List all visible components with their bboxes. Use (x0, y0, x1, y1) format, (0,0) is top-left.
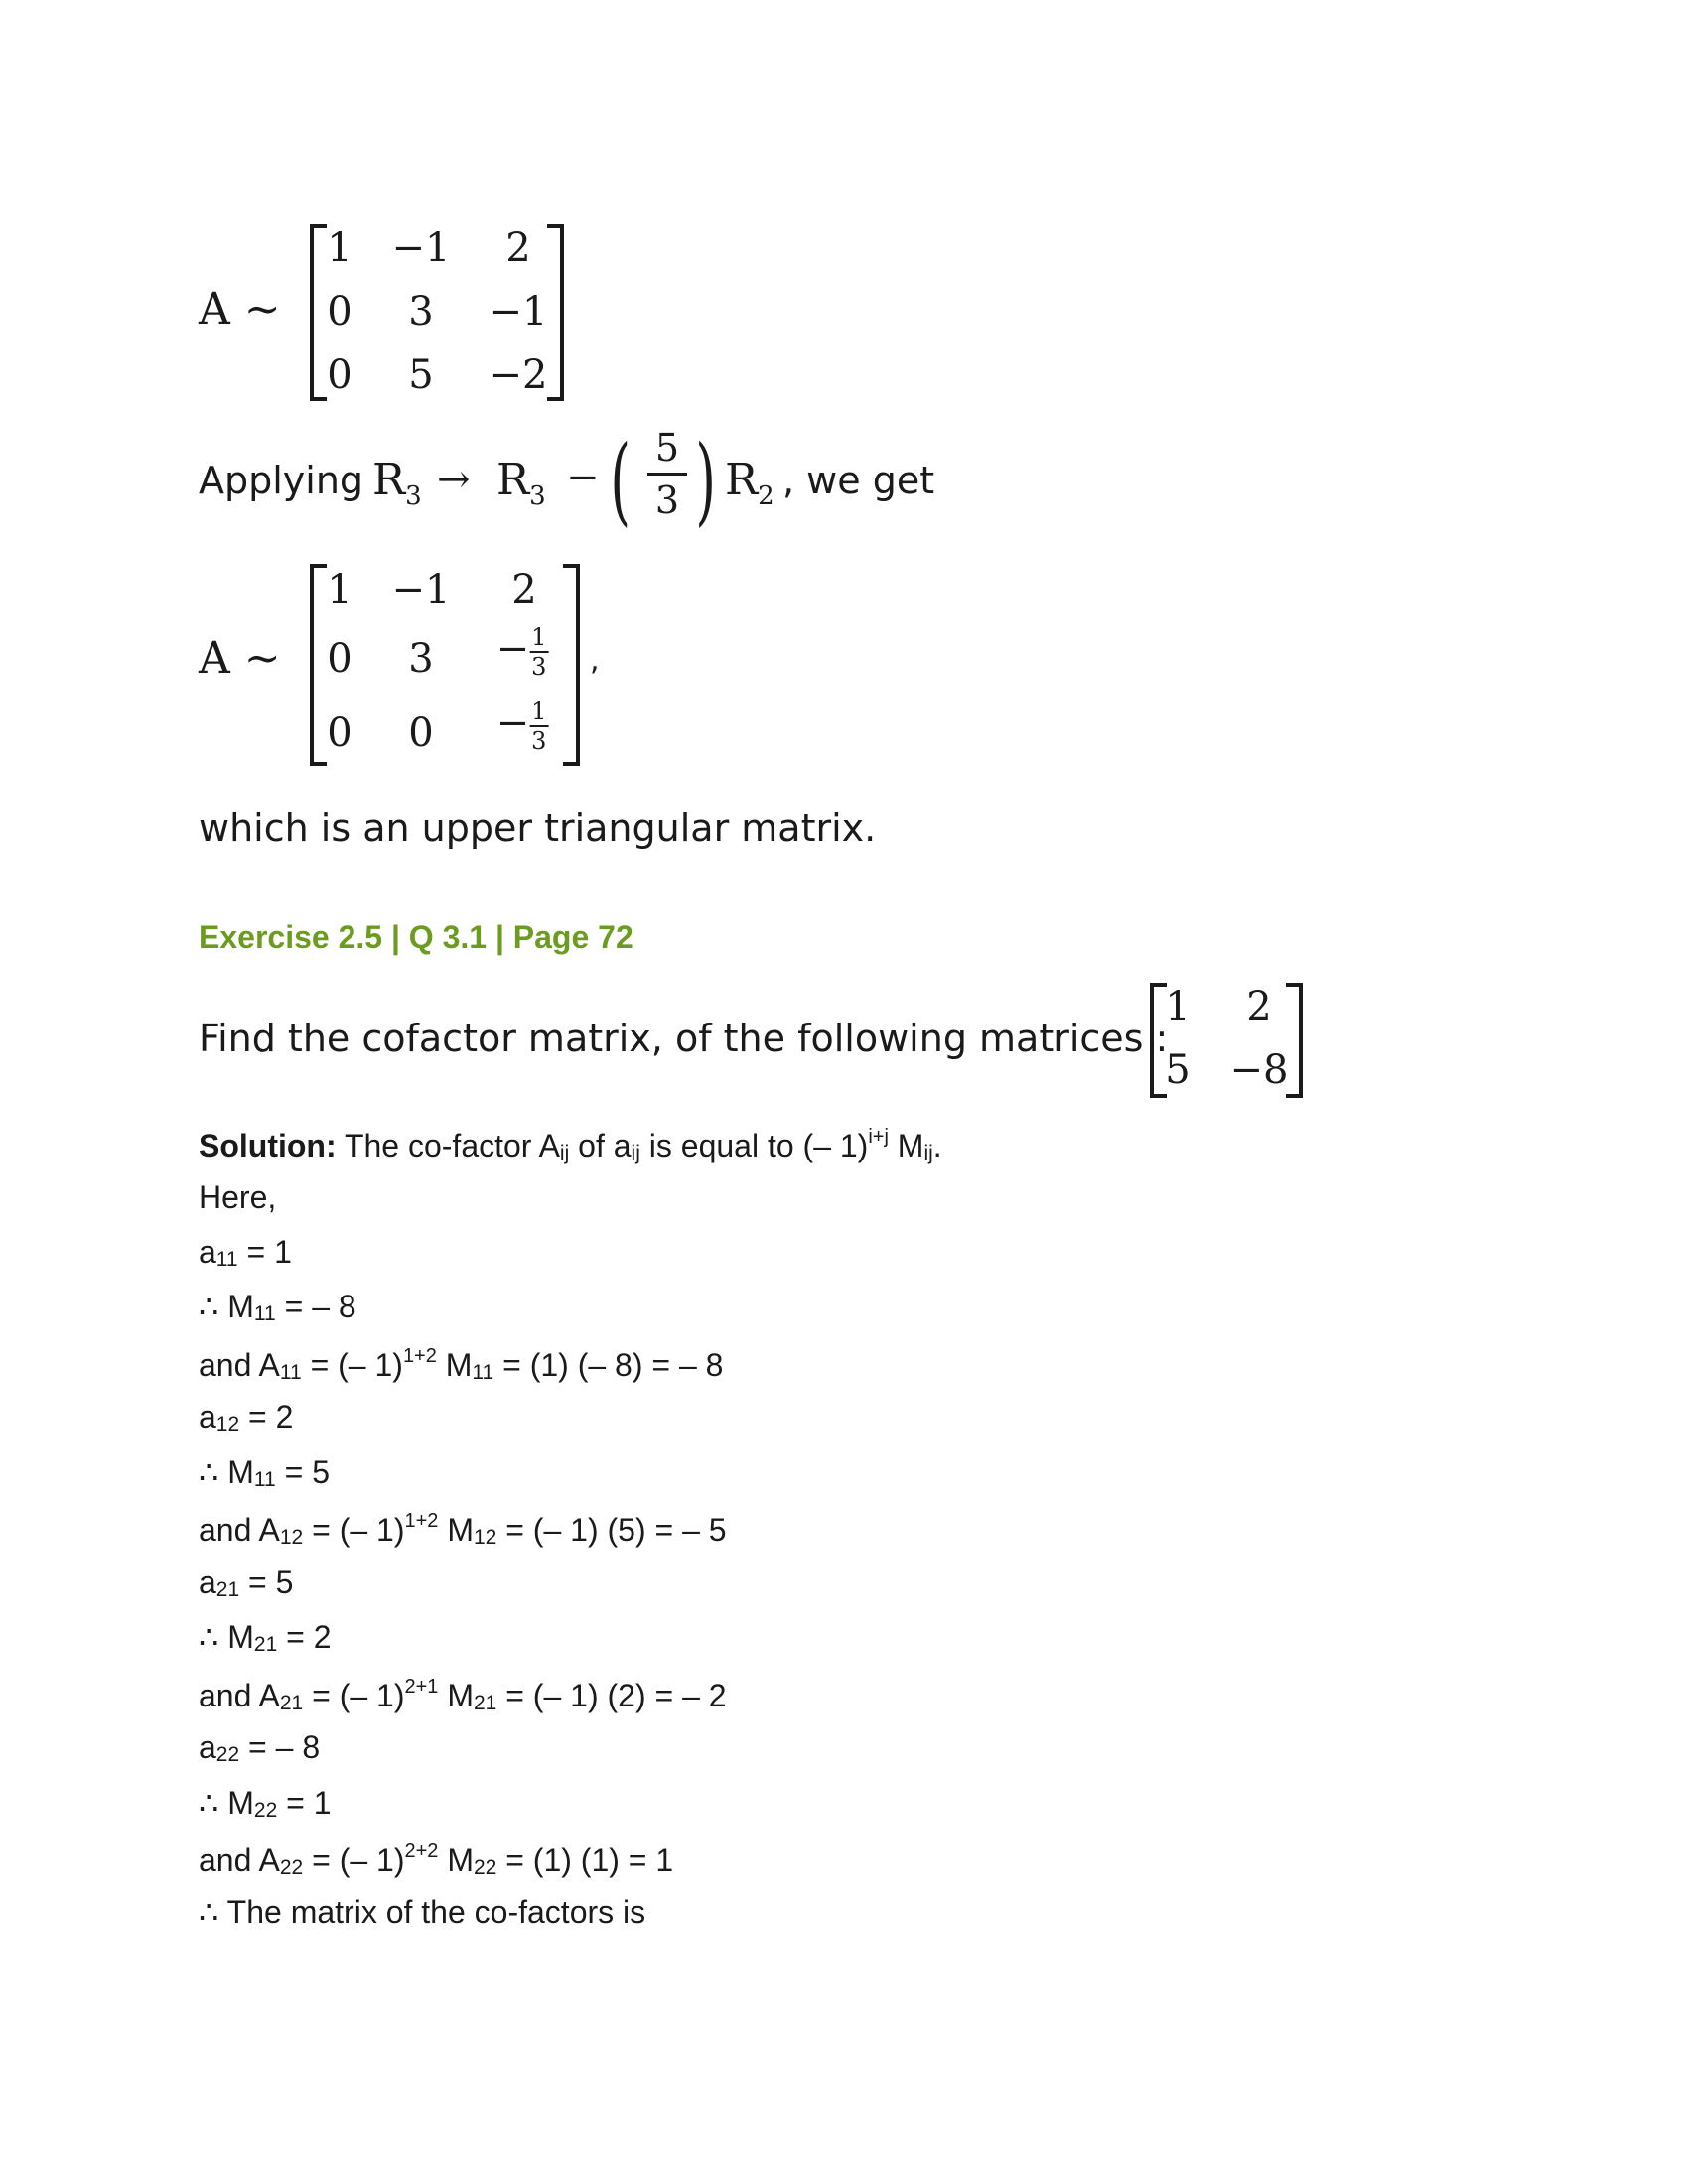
right-bracket (1286, 983, 1303, 1098)
matrix2-cell: 3 (408, 636, 434, 682)
question-text: Find the cofactor matrix, of the following matrices : (199, 1017, 1169, 1060)
solution-line: ∴ $M_{11} = 5$ (199, 1454, 330, 1491)
solution-here: Here, (199, 1179, 277, 1215)
question-matrix-cell: 1 (1165, 984, 1191, 1029)
matrix1-cell: 0 (327, 352, 352, 398)
solution-line: and $A_{11}$ = (– 1)$^{1+2}$ $M_{11} = (1)$ (– 8) = – 8 (199, 1345, 724, 1384)
matrix1-label: A ~ (199, 284, 281, 335)
question-matrix-cell: 5 (1165, 1047, 1191, 1093)
matrix2-fraction-cell: − $\frac{1}{3}$ (495, 697, 547, 754)
solution-line: $a_{12} = 2$ (199, 1399, 294, 1435)
left-paren: ( (610, 425, 632, 536)
matrix1-cell: 1 (327, 225, 352, 271)
solution-line: ∴ $M_{22} = 1$ (199, 1785, 332, 1822)
solution-line: and $A_{22}$ = (– 1)$^{2+2}$ $M_{22} = (1) (1) = 1$ (199, 1841, 674, 1879)
solution-line: and $A_{12}$ = (– 1)$^{1+2}$ $M_{12}$ = (– 1) (5) = – 5 (199, 1510, 727, 1549)
matrix2-cell: 2 (511, 567, 537, 613)
applying-suffix: , we get (782, 459, 935, 502)
solution-line: $a_{11} = 1$ (199, 1234, 292, 1271)
matrix2-trailing-comma: , (590, 643, 600, 678)
applying-prefix: Applying (199, 459, 364, 502)
matrix1-cell: −1 (489, 289, 548, 335)
solution-intro: Solution: The co-factor $A_{ij}$ of $a_{ij}$ is equal to (– 1)$^{i+j}$ $M_{ij}$. (199, 1126, 942, 1164)
solution-line: $a_{22}$ = – 8 (199, 1729, 321, 1766)
r3-symbol: $R_3$ (372, 455, 422, 511)
solution-label: Solution: (199, 1128, 337, 1163)
exercise-heading: Exercise 2.5 | Q 3.1 | Page 72 (199, 919, 633, 955)
left-bracket (310, 564, 327, 766)
matrix2-cell: 1 (327, 567, 352, 613)
matrix2-label: A ~ (199, 633, 281, 684)
matrix2-cell: 0 (408, 710, 434, 755)
matrix2 (310, 564, 580, 766)
right-paren: ) (695, 425, 717, 536)
question-matrix-cell: −8 (1229, 1047, 1289, 1093)
matrix2-cell: −1 (391, 567, 451, 613)
matrix1 (310, 224, 564, 401)
conclusion-text: which is an upper triangular matrix. (199, 806, 877, 850)
right-bracket (563, 564, 580, 766)
left-bracket (310, 224, 327, 401)
matrix1-cell: −1 (391, 225, 451, 271)
solution-line: ∴ $M_{11}$ = – 8 (199, 1289, 356, 1325)
right-bracket (547, 224, 564, 401)
solution-line: and $A_{21}$ = (– 1)$^{2+1}$ $M_{21}$ = (– 1) (2) = – 2 (199, 1676, 727, 1714)
matrix2-cell: 0 (327, 710, 352, 755)
applying-line (199, 425, 993, 544)
fraction: 5 3 (647, 429, 687, 519)
matrix1-cell: 2 (505, 225, 531, 271)
question-matrix-cell: 2 (1246, 984, 1272, 1029)
solution-line: $a_{21} = 5$ (199, 1565, 294, 1601)
matrix1-cell: 0 (327, 289, 352, 335)
matrix1-cell: 3 (408, 289, 434, 335)
matrix1-cell: 5 (408, 352, 434, 398)
r2-symbol: $R_2$ (725, 455, 774, 511)
matrix2-cell: 0 (327, 636, 352, 682)
arrow-symbol: → (437, 457, 471, 502)
r3b-symbol: $R_3$ (496, 455, 546, 511)
matrix1-cell: −2 (489, 352, 548, 398)
solution-final: ∴ The matrix of the co-factors is (199, 1894, 646, 1930)
question-matrix (1150, 983, 1303, 1098)
matrix2-fraction-cell: − $\frac{1}{3}$ (495, 623, 547, 681)
solution-line: ∴ $M_{21} = 2$ (199, 1619, 332, 1656)
minus-symbol: − (566, 455, 600, 500)
